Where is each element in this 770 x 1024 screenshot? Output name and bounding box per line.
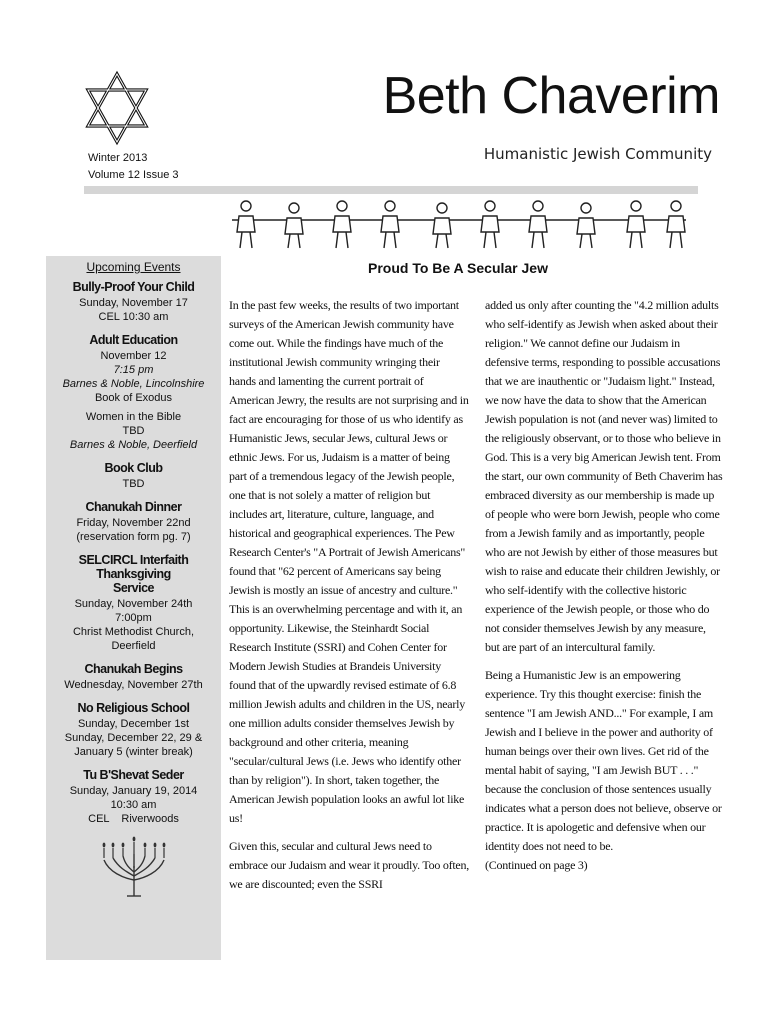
chain-figure xyxy=(237,201,255,248)
event-title: No Religious School xyxy=(77,701,190,715)
article-paragraph: In the past few weeks, the results of two important surveys of the American Jewish community have come out. While the findings have much of the institutional Jewish community wringing their hands and lamenting the current portrait of American Jewry, the results are not surprising and in fact are encouraging for those of us who identify as Humanistic Jews, secular Jews, cultural Jews or ethnic Jews. For us, Judaism is a matter of being part of a tremendous legacy of the Jewish people, one that is not solely a matter of religion but includes art, literature, culture, language, and historical and geographical experiences. The Pew Research Center's "A Portrait of Jewish Americans" found that "62 percent of Americans say being Jewish is mostly an issue of ancestry and culture." This is an overwhelming percentage and with it, an opportunity. Likewise, the Steinhardt Social Research Institute (SSRI) and Cohen Center for Modern Jewish Studies at Brandeis University found that of the upwardly revised estimate of 6.8 million Jewish adults and children in the US, nearly one million adults consider themselves Jewish by background and other criteria, meaning "secular/cultural Jews (i.e. Jews who identify other than by religion"). In short, taken together, the American Jewish population looks an awful lot like us! xyxy=(229,298,469,825)
chain-figure xyxy=(433,203,451,248)
event-detail: Book of Exodus xyxy=(94,392,173,404)
event-detail: 7:15 pm xyxy=(113,364,154,376)
article-paragraph: Given this, secular and cultural Jews need to embrace our Judaism and wear it proudly. Too often, we are discounted; even the SSRI xyxy=(229,839,470,891)
event-detail: Barnes & Noble, Deerfield xyxy=(69,439,198,451)
chain-figure xyxy=(333,201,351,248)
event-item xyxy=(46,333,221,405)
newsletter-subtitle: Humanistic Jewish Community xyxy=(483,145,712,163)
event-item xyxy=(46,553,221,653)
menorah-tree-icon xyxy=(99,836,169,898)
event-item xyxy=(46,410,221,452)
event-title: Chanukah Begins xyxy=(84,662,183,676)
event-detail: TBD xyxy=(122,478,145,490)
event-item xyxy=(46,280,221,324)
event-title: Book Club xyxy=(104,461,163,475)
article-column-1 xyxy=(229,296,469,903)
continued-note: (Continued on page 3) xyxy=(485,858,588,872)
chain-figure xyxy=(529,201,547,248)
event-title: SELCIRCL Interfaith Thanksgiving Service xyxy=(78,553,189,595)
event-detail: Women in the Bible xyxy=(85,411,182,423)
people-chain-illustration xyxy=(232,198,686,250)
article-paragraph: Being a Humanistic Jew is an empowering experience. Try this thought exercise: finish the sentence "I am Jewish AND..." For example, I am Jewish and I believe in the power and authority of human beings over their own lives. Get rid of the mental habit of saying, "I am Jewish BUT . . ." because the conclusion of those sentences usually indicates what a person does not believe, observe or practice. It is apologetic and defensive when our identity does not need to be. xyxy=(485,668,722,853)
chain-figure xyxy=(577,203,595,248)
issue-volume: Volume 12 Issue 3 xyxy=(88,169,179,181)
event-detail: November 12 xyxy=(100,350,167,362)
event-detail: (reservation form pg. 7) xyxy=(76,531,191,543)
event-detail: Deerfield xyxy=(111,640,156,652)
event-item xyxy=(46,701,221,759)
event-title: Chanukah Dinner xyxy=(85,500,182,514)
article-paragraph: added us only after counting the "4.2 million adults who self-identify as Jewish when asked about their religion." We cannot define our Judaism in defensive terms, responding to possible accusations that we are inauthentic or "Judaism light." Instead, we now have the data to show that the American Jewish population is not (and never was) limited to the religiously observant, or to those who believe in God. This is a very big American Jewish tent. From the start, our own community of Beth Chaverim has embraced diversity as our membership is made up of people who were born Jewish, people who come from a Jewish family and as importantly, people who are not Jewish by either of those measures but wish to raise and educate their children Jewishly, or who self-identify with the collective historic experience of the Jewish people, or those who do not consider themselves Jewish by any measure, but are part of an intercultural family. xyxy=(485,298,723,654)
event-detail: January 5 (winter break) xyxy=(74,746,193,758)
event-item xyxy=(46,461,221,491)
chain-figure xyxy=(285,203,303,248)
chain-figure xyxy=(381,201,399,248)
event-detail: Sunday, January 19, 2014 xyxy=(69,785,198,797)
newsletter-title: Beth Chaverim xyxy=(382,67,720,125)
event-detail: Barnes & Noble, Lincolnshire xyxy=(62,378,205,390)
event-detail: Friday, November 22nd xyxy=(76,517,191,529)
event-item xyxy=(46,768,221,826)
event-detail: Sunday, December 1st xyxy=(77,718,190,730)
chain-figure xyxy=(481,201,499,248)
event-detail: Wednesday, November 27th xyxy=(64,679,203,691)
masthead-divider xyxy=(84,186,698,194)
event-detail: CEL 10:30 am xyxy=(98,311,169,323)
sidebar-heading: Upcoming Events xyxy=(86,260,181,274)
event-detail: Sunday, December 22, 29 & xyxy=(64,732,203,744)
event-detail: TBD xyxy=(122,425,145,437)
issue-season: Winter 2013 xyxy=(88,152,148,164)
article-column-2 xyxy=(485,296,723,884)
upcoming-events-sidebar xyxy=(46,256,221,960)
event-title: Adult Education xyxy=(89,333,178,347)
event-detail: 10:30 am xyxy=(110,799,157,811)
event-detail: CEL Riverwoods xyxy=(88,813,179,825)
event-item xyxy=(46,500,221,544)
event-detail: Christ Methodist Church, xyxy=(72,626,195,638)
event-item xyxy=(46,662,221,692)
event-title: Tu B'Shevat Seder xyxy=(83,768,184,782)
chain-figure xyxy=(627,201,645,248)
event-detail: Sunday, November 24th xyxy=(74,598,193,610)
event-detail: Sunday, November 17 xyxy=(79,297,188,309)
article-headline: Proud To Be A Secular Jew xyxy=(368,260,548,276)
event-detail: 7:00pm xyxy=(115,612,152,624)
event-title: Bully-Proof Your Child xyxy=(72,280,195,294)
star-of-david-icon xyxy=(82,70,152,146)
chain-figure xyxy=(667,201,685,248)
